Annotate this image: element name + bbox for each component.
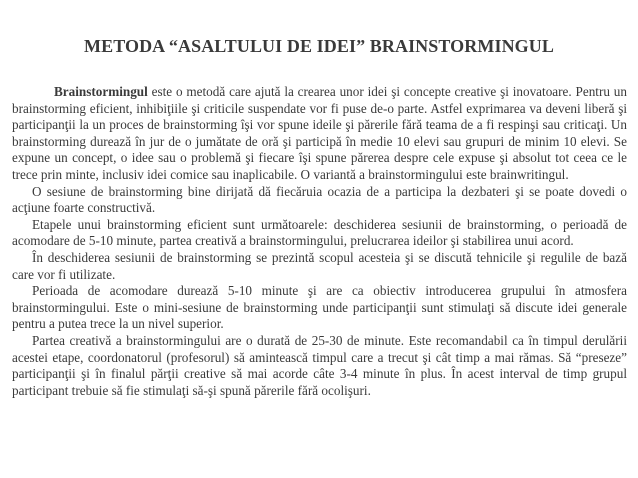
paragraph-stages: Etapele unui brainstorming eficient sunt următoarele: deschiderea sesiunii de brainstorming, o perioadă de acomodare de 5-10 minute, partea creativă a brainstormingului, prelucrarea ideilor şi stabilirea unui acord. bbox=[12, 216, 627, 249]
paragraph-opening: În deschiderea sesiunii de brainstorming se prezintă scopul acesteia şi se discută tehnicile şi regulile de bază care vor fi utilizate. bbox=[12, 249, 627, 282]
paragraph-text: este o metodă care ajută la crearea unor idei şi concepte creative şi inovatoare. Pentru un brainstorming eficient, inhibiţiile şi criticile suspendate vor fi puse de-o parte. Astfel exprimarea va deveni liberă şi participanţii la un proces de brainstorming îşi vor spune ideile şi părerile fără teama de a fi respinşi sau criticaţi. Un brainstorming durează în jur de o jumătate de oră şi participă în medie 10 elevi sau grupuri de minim 10 elevi. Se expune un concept, o idee sau o problemă şi fiecare îşi spune părerea despre cele expuse şi absolut tot ceea ce le trece prin minte, inclusiv idei comice sau inaplicabile. O variantă a brainstormingului este brainwritingul. bbox=[12, 84, 627, 182]
slide-body bbox=[12, 84, 627, 399]
paragraph-creative: Partea creativă a brainstormingului are o durată de 25-30 de minute. Este recomandabil ca în timpul derulării acestei etape, coordonatorul (profesorul) să amintească timpul care a trecut şi cât timp a mai rămas. Să “preseze” participanţii şi în finalul părţii creative să mai acorde câte 3-4 minute în plus. În acest interval de timp grupul participant trebuie să fie stimulaţi să-şi spună părerile fără ocolişuri. bbox=[12, 332, 627, 398]
paragraph-session: O sesiune de brainstorming bine dirijată dă fiecăruia ocazia de a participa la dezbateri şi se poate dovedi o acţiune foarte constructivă. bbox=[12, 183, 627, 216]
paragraph-definition bbox=[12, 84, 627, 184]
paragraph-acclimation: Perioada de acomodare durează 5-10 minute şi are ca obiectiv introducerea grupului în atmosfera brainstormingului. Este o mini-sesiune de brainstorming unde participanţii sunt stimulaţi să discute idei generale pentru a putea trece la un nivel superior. bbox=[12, 283, 627, 332]
term-bold: Brainstormingul bbox=[54, 84, 148, 99]
slide-title: METODA “ASALTULUI DE IDEI” BRAINSTORMINGUL bbox=[84, 36, 554, 56]
